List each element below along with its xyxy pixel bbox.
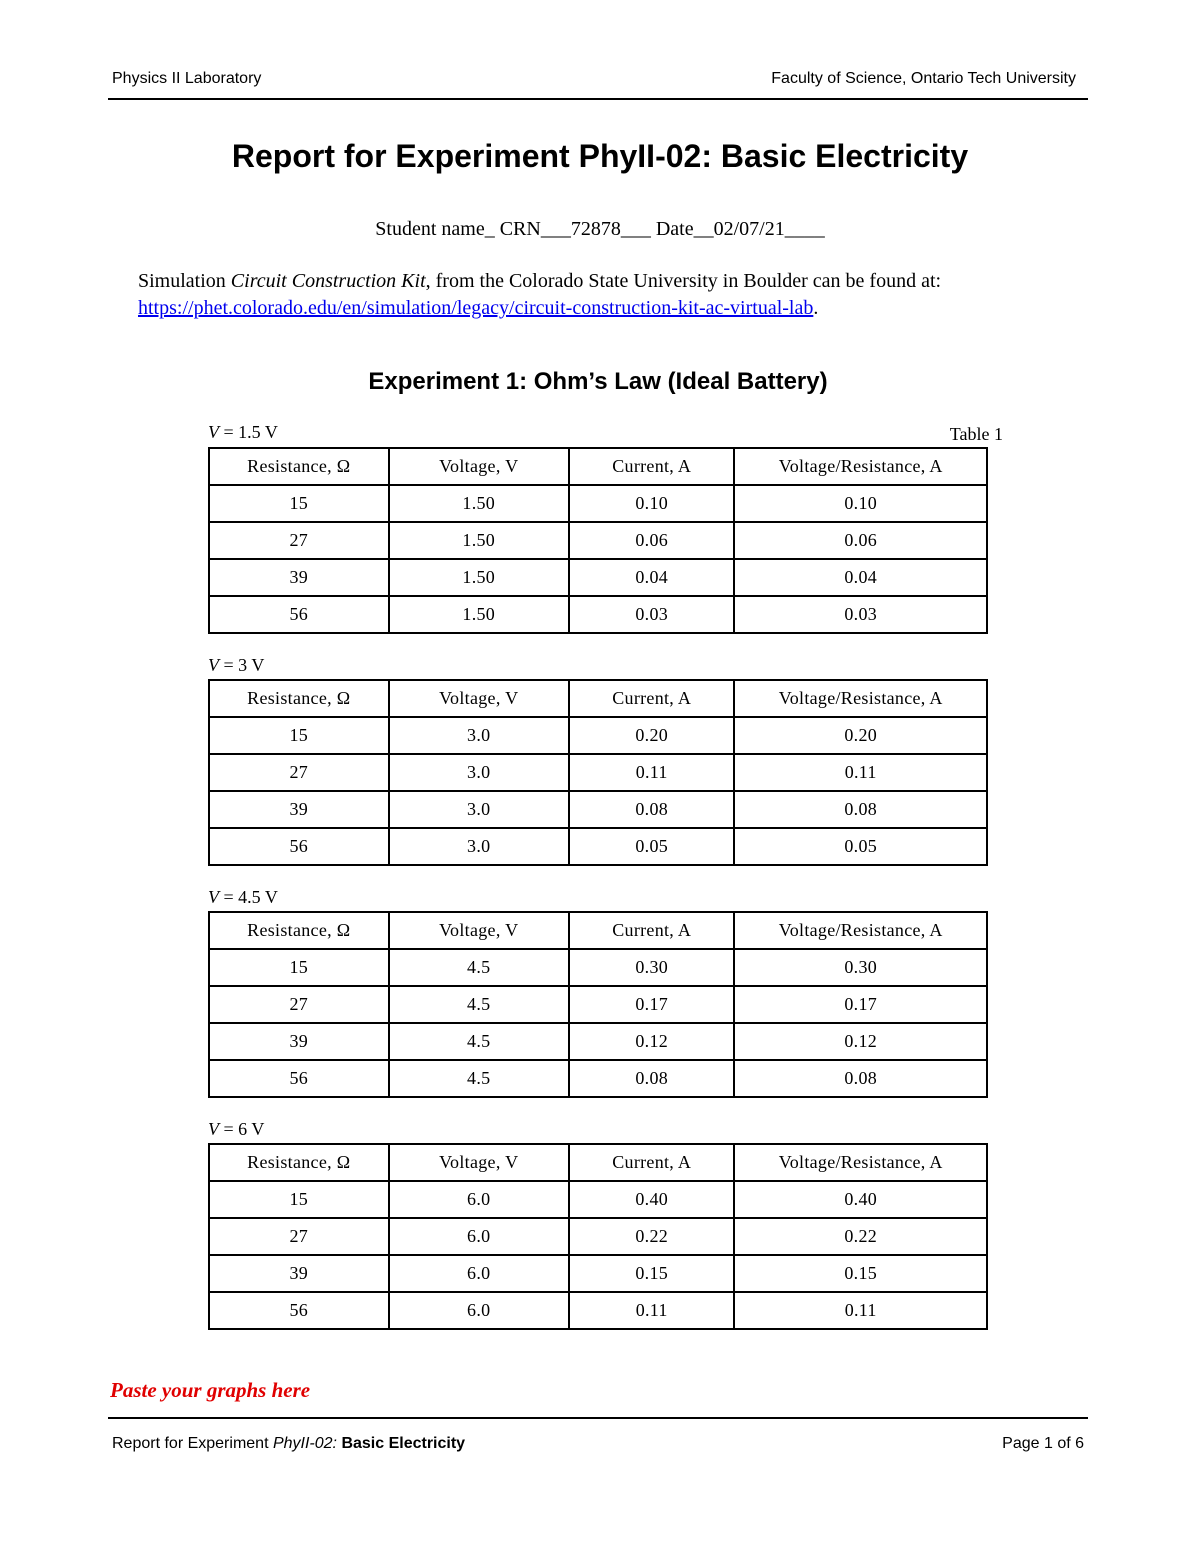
table-cell: 27 (209, 986, 389, 1023)
table-cell: 15 (209, 1181, 389, 1218)
column-header: Voltage/Resistance, A (734, 1144, 987, 1181)
voltage-label (208, 887, 278, 908)
table-cell: 0.15 (734, 1255, 987, 1292)
table-cell: 0.06 (734, 522, 987, 559)
table-cell: 0.08 (734, 791, 987, 828)
paste-graphs-note: Paste your graphs here (110, 1378, 311, 1402)
header-right: Faculty of Science, Ontario Tech University (771, 70, 1076, 87)
data-table (208, 679, 988, 866)
voltage-label (208, 655, 264, 676)
table-cell: 15 (209, 485, 389, 522)
table-cell: 0.12 (734, 1023, 987, 1060)
table-row (209, 1255, 987, 1292)
table-cell: 56 (209, 1292, 389, 1329)
column-header: Voltage/Resistance, A (734, 680, 987, 717)
footer-left-italic: PhyII-02: (272, 1435, 342, 1452)
table-cell: 1.50 (389, 559, 569, 596)
table-cell: 0.04 (569, 559, 735, 596)
table-row (209, 559, 987, 596)
table-row (209, 828, 987, 865)
table-row (209, 1218, 987, 1255)
voltage-symbol: V (208, 655, 219, 675)
header-rule (108, 98, 1088, 100)
table-row (209, 717, 987, 754)
table-caption: Table 1 (949, 424, 1003, 444)
footer-rule (108, 1417, 1088, 1419)
table-cell: 0.40 (734, 1181, 987, 1218)
table-cell: 0.11 (569, 754, 735, 791)
table-row (209, 522, 987, 559)
table-cell: 0.08 (569, 791, 735, 828)
header-left: Physics II Laboratory (112, 70, 262, 87)
table-row (209, 1292, 987, 1329)
table-header-row (209, 448, 987, 485)
table-cell: 56 (209, 596, 389, 633)
table-cell: 39 (209, 1255, 389, 1292)
table-cell: 4.5 (389, 1023, 569, 1060)
table-cell: 0.11 (734, 754, 987, 791)
data-table (208, 911, 988, 1098)
footer-left (112, 1435, 465, 1453)
table-cell: 0.22 (569, 1218, 735, 1255)
table-cell: 39 (209, 559, 389, 596)
table-cell: 0.10 (569, 485, 735, 522)
page-title: Report for Experiment PhyII-02: Basic Electricity (231, 138, 969, 174)
table-cell: 0.12 (569, 1023, 735, 1060)
column-header: Voltage/Resistance, A (734, 448, 987, 485)
footer-left-bold: Basic Electricity (341, 1435, 466, 1452)
column-header: Current, A (569, 1144, 735, 1181)
table-row (209, 596, 987, 633)
table-cell: 15 (209, 717, 389, 754)
table-cell: 3.0 (389, 717, 569, 754)
table-cell: 0.17 (569, 986, 735, 1023)
column-header: Voltage, V (389, 1144, 569, 1181)
table-cell: 0.20 (734, 717, 987, 754)
table-cell: 0.03 (734, 596, 987, 633)
experiment-title: Experiment 1: Ohm’s Law (Ideal Battery) (368, 368, 828, 395)
table-cell: 0.17 (734, 986, 987, 1023)
simulation-paragraph (138, 268, 1098, 322)
table-cell: 0.06 (569, 522, 735, 559)
simulation-after-link: . (813, 297, 819, 319)
column-header: Voltage, V (389, 912, 569, 949)
table-cell: 6.0 (389, 1181, 569, 1218)
table-cell: 6.0 (389, 1292, 569, 1329)
table-cell: 39 (209, 1023, 389, 1060)
table-cell: 27 (209, 754, 389, 791)
voltage-value: = 1.5 V (219, 422, 278, 442)
table-cell: 0.03 (569, 596, 735, 633)
column-header: Resistance, Ω (209, 680, 389, 717)
voltage-value: = 6 V (219, 1119, 265, 1139)
table-cell: 6.0 (389, 1218, 569, 1255)
page-number: Page 1 of 6 (1002, 1435, 1084, 1452)
column-header: Current, A (569, 912, 735, 949)
column-header: Voltage, V (389, 448, 569, 485)
table-cell: 56 (209, 1060, 389, 1097)
table-cell: 56 (209, 828, 389, 865)
data-table (208, 447, 988, 634)
voltage-label (208, 1119, 264, 1140)
table-cell: 0.30 (569, 949, 735, 986)
simulation-link[interactable]: https://phet.colorado.edu/en/simulation/legacy/circuit-construction-kit-ac-virtual-lab (138, 297, 814, 319)
table-cell: 0.30 (734, 949, 987, 986)
column-header: Resistance, Ω (209, 912, 389, 949)
column-header: Voltage, V (389, 680, 569, 717)
voltage-value: = 3 V (219, 655, 265, 675)
table-cell: 27 (209, 522, 389, 559)
table-cell: 0.40 (569, 1181, 735, 1218)
table-cell: 0.11 (569, 1292, 735, 1329)
table-row (209, 1181, 987, 1218)
student-line: Student name_ CRN___72878___ Date__02/07/21____ (375, 218, 825, 240)
column-header: Current, A (569, 448, 735, 485)
table-row (209, 754, 987, 791)
voltage-symbol: V (208, 1119, 219, 1139)
table-cell: 1.50 (389, 522, 569, 559)
simulation-suffix: , from the Colorado State University in Boulder can be found at: (425, 270, 942, 292)
voltage-symbol: V (208, 887, 219, 907)
table-cell: 3.0 (389, 828, 569, 865)
table-row (209, 791, 987, 828)
table-cell: 0.08 (734, 1060, 987, 1097)
table-cell: 0.11 (734, 1292, 987, 1329)
table-header-row (209, 680, 987, 717)
table-row (209, 986, 987, 1023)
voltage-symbol: V (208, 422, 219, 442)
voltage-value: = 4.5 V (219, 887, 278, 907)
table-cell: 39 (209, 791, 389, 828)
table-cell: 4.5 (389, 949, 569, 986)
footer-left-prefix: Report for Experiment (112, 1435, 273, 1452)
table-cell: 0.15 (569, 1255, 735, 1292)
simulation-kit-name: Circuit Construction Kit (230, 270, 426, 292)
table-row (209, 485, 987, 522)
column-header: Voltage/Resistance, A (734, 912, 987, 949)
table-cell: 0.08 (569, 1060, 735, 1097)
table-cell: 4.5 (389, 986, 569, 1023)
table-cell: 1.50 (389, 485, 569, 522)
table-row (209, 1023, 987, 1060)
table-header-row (209, 912, 987, 949)
table-row (209, 949, 987, 986)
table-cell: 0.05 (569, 828, 735, 865)
table-cell: 1.50 (389, 596, 569, 633)
table-header-row (209, 1144, 987, 1181)
table-cell: 27 (209, 1218, 389, 1255)
table-cell: 3.0 (389, 754, 569, 791)
data-table (208, 1143, 988, 1330)
table-cell: 6.0 (389, 1255, 569, 1292)
voltage-label (208, 422, 278, 443)
table-cell: 0.05 (734, 828, 987, 865)
column-header: Resistance, Ω (209, 448, 389, 485)
column-header: Current, A (569, 680, 735, 717)
table-cell: 0.10 (734, 485, 987, 522)
simulation-prefix: Simulation (138, 270, 231, 292)
table-cell: 0.22 (734, 1218, 987, 1255)
table-cell: 3.0 (389, 791, 569, 828)
table-cell: 4.5 (389, 1060, 569, 1097)
table-cell: 15 (209, 949, 389, 986)
table-cell: 0.20 (569, 717, 735, 754)
table-row (209, 1060, 987, 1097)
column-header: Resistance, Ω (209, 1144, 389, 1181)
table-cell: 0.04 (734, 559, 987, 596)
